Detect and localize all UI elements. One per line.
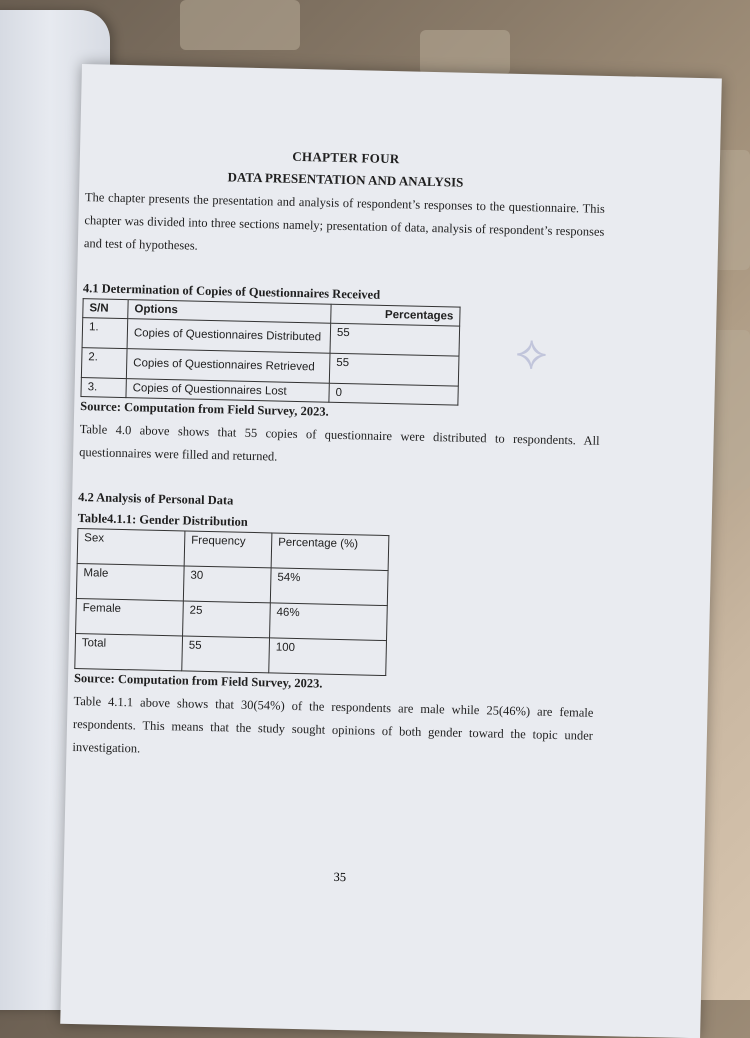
chapter-title: DATA PRESENTATION AND ANALYSIS: [227, 169, 464, 190]
cell-sex: Female: [76, 599, 184, 636]
header-options: Options: [128, 300, 331, 324]
header-frequency: Frequency: [184, 531, 272, 568]
cell-percentage: 55: [330, 323, 460, 356]
cell-sn: 2.: [81, 348, 127, 379]
page-content: [72, 144, 606, 771]
table-row: [75, 634, 387, 676]
questionnaire-table: [80, 298, 460, 406]
section-heading-4-1: 4.1 Determination of Copies of Questionnaires Received: [82, 281, 381, 302]
table-note: Table 4.1.1 above shows that 30(54%) of the respondents are male while 25(46%) are female respondents. This means that the study sought opinions of both gender toward the topic under investigation.: [72, 693, 594, 756]
cell-frequency: 55: [182, 636, 270, 673]
table-note: Table 4.0 above shows that 55 copies of questionnaire were distributed to respondents. All questionnaires were filled and returned.: [79, 422, 600, 464]
cell-option: Copies of Questionnaires Lost: [126, 379, 329, 403]
cell-percentage: 46%: [270, 603, 388, 641]
cell-percentage: 55: [329, 353, 459, 386]
cell-percentage: 54%: [270, 568, 388, 606]
cell-sn: 1.: [82, 318, 128, 349]
header-percentages: Percentages: [331, 304, 460, 326]
background-stone: [420, 30, 510, 75]
cell-option: Copies of Questionnaires Retrieved: [126, 349, 330, 384]
header-sn: S/N: [83, 299, 128, 319]
gender-table: [74, 528, 389, 676]
page-number: 35: [333, 869, 347, 885]
chapter-heading: CHAPTER FOUR: [292, 148, 400, 167]
table-source: Source: Computation from Field Survey, 2023.: [80, 399, 329, 419]
table-title: Table4.1.1: Gender Distribution: [77, 511, 248, 529]
cell-percentage: 100: [269, 638, 387, 676]
header-sex: Sex: [77, 529, 185, 566]
cell-frequency: 30: [183, 566, 271, 603]
cell-option: Copies of Questionnaires Distributed: [127, 319, 331, 354]
cell-frequency: 25: [183, 601, 271, 638]
header-percentage: Percentage (%): [271, 533, 389, 571]
cell-sex: Male: [76, 564, 184, 601]
cell-sex: Total: [75, 634, 183, 671]
background-stone: [180, 0, 300, 50]
document-page: [60, 64, 722, 1038]
cell-sn: 3.: [81, 378, 126, 398]
table-source: Source: Computation from Field Survey, 2023.: [73, 670, 323, 691]
intro-paragraph: The chapter presents the presentation and analysis of respondent’s responses to the questionnaire. This chapter was divided into three sections namely; presentation of data, analysis of respondent’s responses and test of hypotheses.: [83, 190, 606, 253]
show-through-handwriting: ⟡: [514, 323, 548, 381]
section-heading-4-2: 4.2 Analysis of Personal Data: [78, 490, 234, 508]
cell-percentage: 0: [329, 383, 458, 405]
